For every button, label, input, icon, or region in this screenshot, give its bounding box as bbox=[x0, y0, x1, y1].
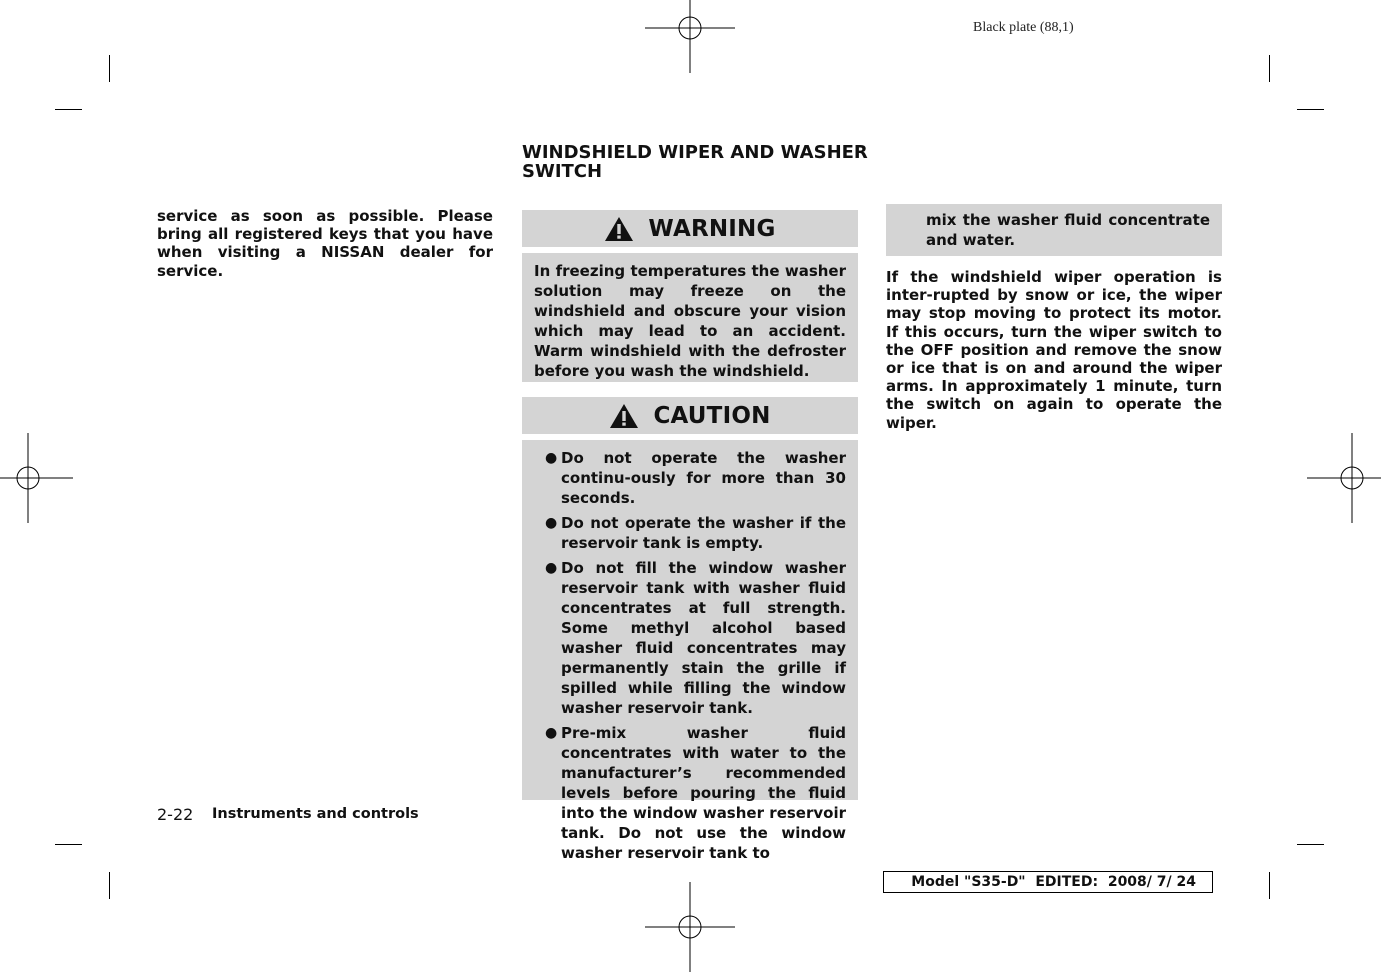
warning-text: In freezing temperatures the washer solution may freeze on the windshield and obscure your vision which may lead to an accident. Warm windshield with the defroster before you wash the windshield. bbox=[534, 262, 846, 380]
crop-mark bbox=[109, 872, 110, 899]
bullet-icon: ● bbox=[545, 560, 558, 576]
bullet-icon: ● bbox=[545, 725, 558, 741]
warning-triangle-icon bbox=[604, 216, 634, 242]
page-number: 2-22 bbox=[157, 805, 194, 824]
registration-mark-icon bbox=[1307, 433, 1381, 523]
crop-mark bbox=[55, 844, 82, 845]
caution-continued-box bbox=[886, 204, 1222, 256]
list-item: ● Do not operate the washer continu-ously for more than 30 seconds. bbox=[545, 449, 846, 507]
warning-label: WARNING bbox=[648, 215, 776, 242]
registration-mark-icon bbox=[0, 433, 73, 523]
caution-label: CAUTION bbox=[653, 402, 771, 429]
warning-triangle-icon bbox=[609, 403, 639, 429]
left-column-text: service as soon as possible. Please bring all registered keys that you have when visiting a NISSAN dealer for service. bbox=[157, 207, 493, 280]
warning-body bbox=[522, 253, 858, 382]
caution-list bbox=[534, 448, 846, 863]
left-column bbox=[157, 207, 493, 280]
list-item: ● Do not operate the washer if the reservoir tank is empty. bbox=[545, 514, 846, 552]
registration-mark-icon bbox=[645, 882, 735, 972]
list-item: ● Do not fill the window washer reservoir tank with washer fluid concentrates at full strength. Some methyl alcohol based washer fluid concentrates may permanently stain the grille if spilled while filling the window washer reservoir tank. bbox=[545, 559, 846, 717]
bullet-icon: ● bbox=[545, 450, 558, 466]
crop-mark bbox=[1297, 109, 1324, 110]
caution-body bbox=[522, 440, 858, 862]
right-column bbox=[886, 268, 1222, 432]
caution-continued-text: mix the washer fluid concentrate and water. bbox=[926, 211, 1210, 249]
model-label: Model "S35-D" EDITED: 2008/ 7/ 24 bbox=[911, 874, 1196, 890]
crop-mark bbox=[1269, 55, 1270, 82]
section-title: WINDSHIELD WIPER AND WASHER SWITCH bbox=[522, 142, 868, 182]
section-name: Instruments and controls bbox=[212, 806, 419, 822]
crop-mark bbox=[55, 109, 82, 110]
bullet-icon: ● bbox=[545, 515, 558, 531]
crop-mark bbox=[1269, 872, 1270, 899]
list-item: ● Pre-mix washer fluid concentrates with water to the manufacturer’s recommended levels before pouring the fluid into the window washer reservoir tank. Do not use the window washer reservoir tank to bbox=[545, 724, 846, 862]
warning-header bbox=[522, 210, 858, 247]
plate-label: Black plate (88,1) bbox=[973, 20, 1074, 35]
caution-header bbox=[522, 397, 858, 434]
model-edit-box bbox=[883, 871, 1213, 893]
crop-mark bbox=[109, 55, 110, 82]
crop-mark bbox=[1297, 844, 1324, 845]
registration-mark-icon bbox=[645, 0, 735, 73]
wiper-paragraph: If the windshield wiper operation is inter-rupted by snow or ice, the wiper may stop moving to protect its motor. If this occurs, turn the wiper switch to the OFF position and remove the snow or ice that is on and around the wiper arms. In approximately 1 minute, turn the switch on again to operate the wiper. bbox=[886, 268, 1222, 432]
